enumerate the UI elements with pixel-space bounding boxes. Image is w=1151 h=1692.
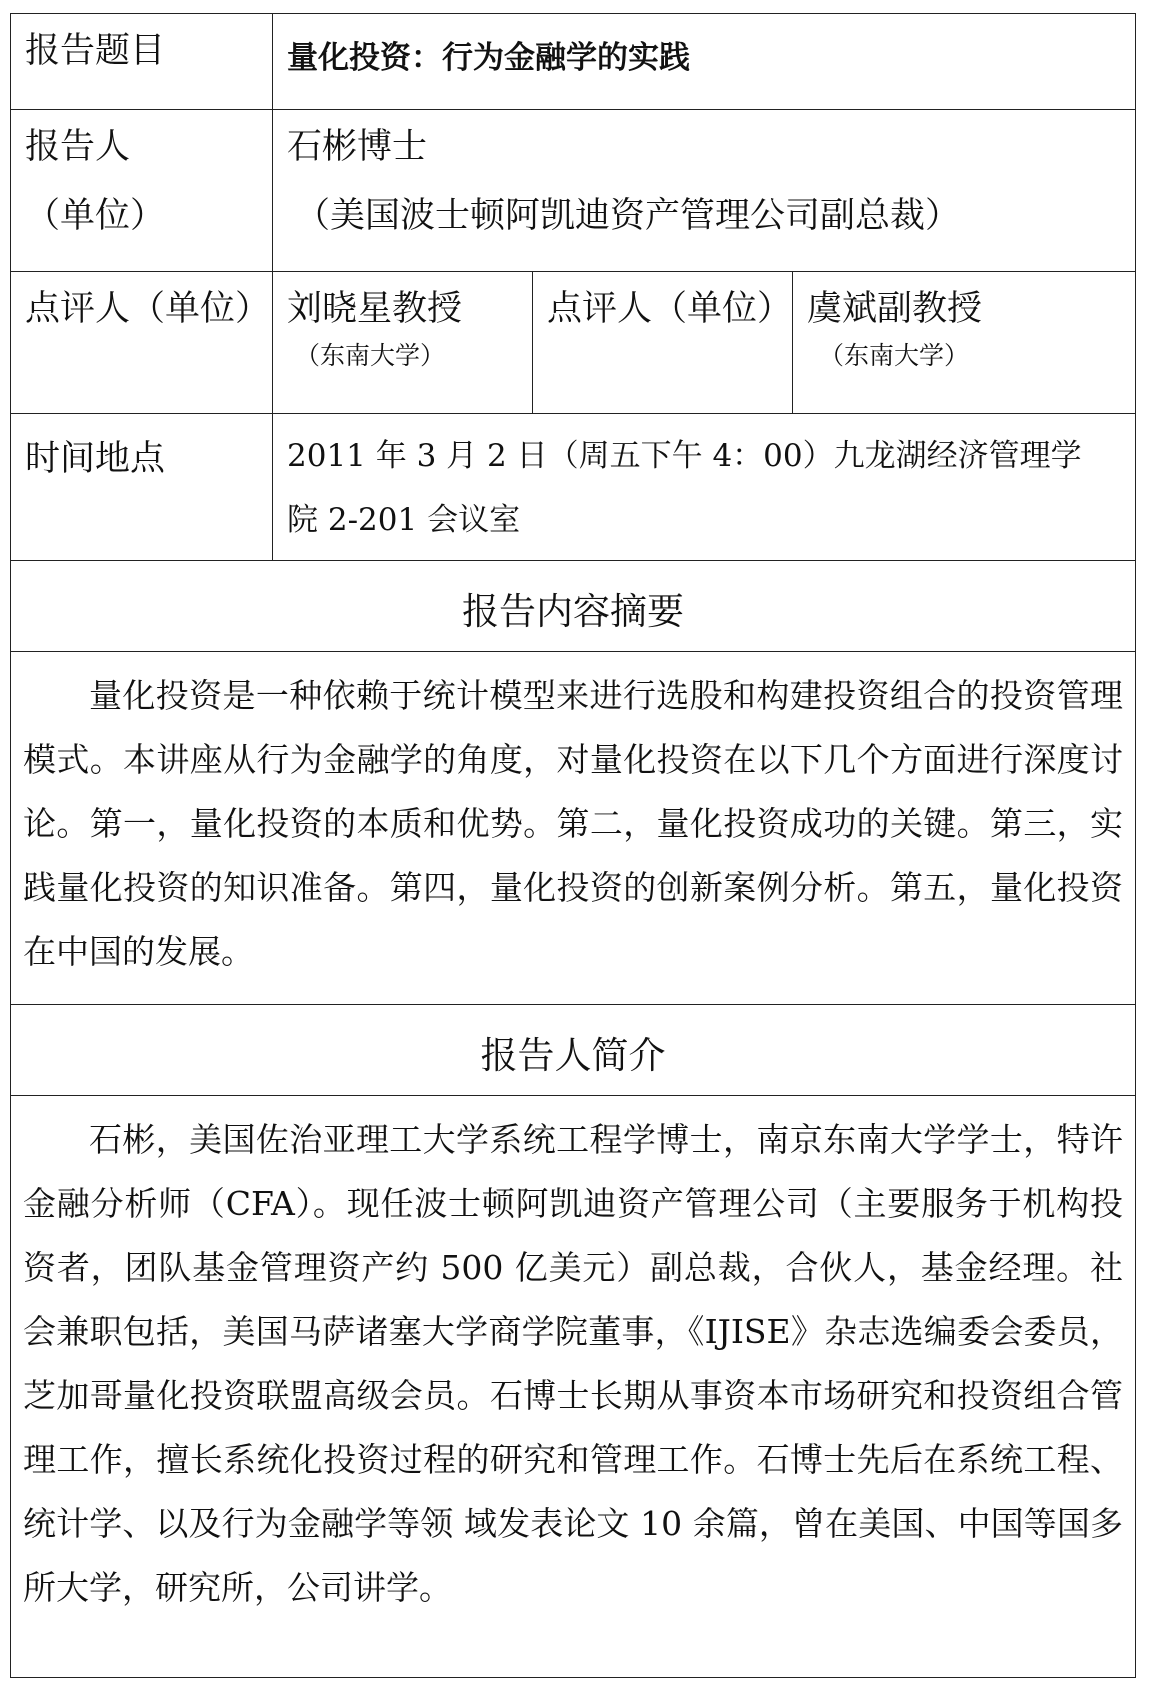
- speaker-value-cell: [273, 110, 1136, 272]
- reviewer2-name: 虞斌副教授: [807, 289, 983, 329]
- speaker-affiliation: （美国波士顿阿凯迪资产管理公司副总裁）: [295, 196, 961, 237]
- time-place-line2: 院 2-201 会议室: [287, 502, 521, 538]
- time-place-cell: [273, 414, 1136, 561]
- time-place-label: 时间地点: [11, 414, 273, 561]
- time-place-line1: 2011 年 3 月 2 日（周五下午 4：00）九龙湖经济管理学: [287, 438, 1082, 474]
- reviewers-row: [11, 272, 1136, 414]
- reviewer1-label: 点评人（单位）: [11, 272, 273, 414]
- speaker-unit-label: （单位）: [25, 196, 166, 237]
- bio-text: 石彬，美国佐治亚理工大学系统工程学博士，南京东南大学学士，特许金融分析师（CFA）。现任波士顿阿凯迪资产管理公司（主要服务于机构投资者，团队基金管理资产约 500 亿美元）副总裁，合伙人，基金经理。社会兼职包括，美国马萨诸塞大学商学院董事，《IJISE》杂志选编委会委员，芝加哥量化投资联盟高级会员。石博士长期从事资本市场研究和投资组合管理工作，擅长系统化投资过程的研究和管理工作。石博士先后在系统工程、统计学、以及行为金融学等领 域发表论文 10 余篇，曾在美国、中国等国多所大学，研究所，公司讲学。: [11, 1096, 1136, 1678]
- reviewer2-cell: [793, 272, 1136, 414]
- abstract-heading-row: [11, 561, 1136, 652]
- reviewer1-cell: [273, 272, 533, 414]
- report-info-table: [10, 13, 1136, 1678]
- bio-heading: 报告人简介: [11, 1005, 1136, 1096]
- bio-heading-row: [11, 1005, 1136, 1096]
- reviewer1-name: 刘晓星教授: [287, 289, 463, 329]
- topic-row: [11, 14, 1136, 110]
- abstract-heading: 报告内容摘要: [11, 561, 1136, 652]
- reviewer2-label: 点评人（单位）: [533, 272, 793, 414]
- bio-row: [11, 1096, 1136, 1678]
- reviewer1-unit: （东南大学）: [295, 341, 446, 371]
- topic-label: 报告题目: [11, 14, 273, 110]
- topic-value: 量化投资：行为金融学的实践: [273, 14, 1136, 110]
- speaker-label: 报告人: [25, 127, 131, 167]
- speaker-name: 石彬博士: [287, 127, 428, 167]
- reviewer2-unit: （东南大学）: [819, 341, 970, 371]
- time-place-row: [11, 414, 1136, 561]
- abstract-row: [11, 652, 1136, 1005]
- speaker-row: [11, 110, 1136, 272]
- speaker-label-cell: [11, 110, 273, 272]
- abstract-text: 量化投资是一种依赖于统计模型来进行选股和构建投资组合的投资管理模式。本讲座从行为金融学的角度，对量化投资在以下几个方面进行深度讨论。第一，量化投资的本质和优势。第二，量化投资成功的关键。第三，实践量化投资的知识准备。第四，量化投资的创新案例分析。第五，量化投资在中国的发展。: [11, 652, 1136, 1005]
